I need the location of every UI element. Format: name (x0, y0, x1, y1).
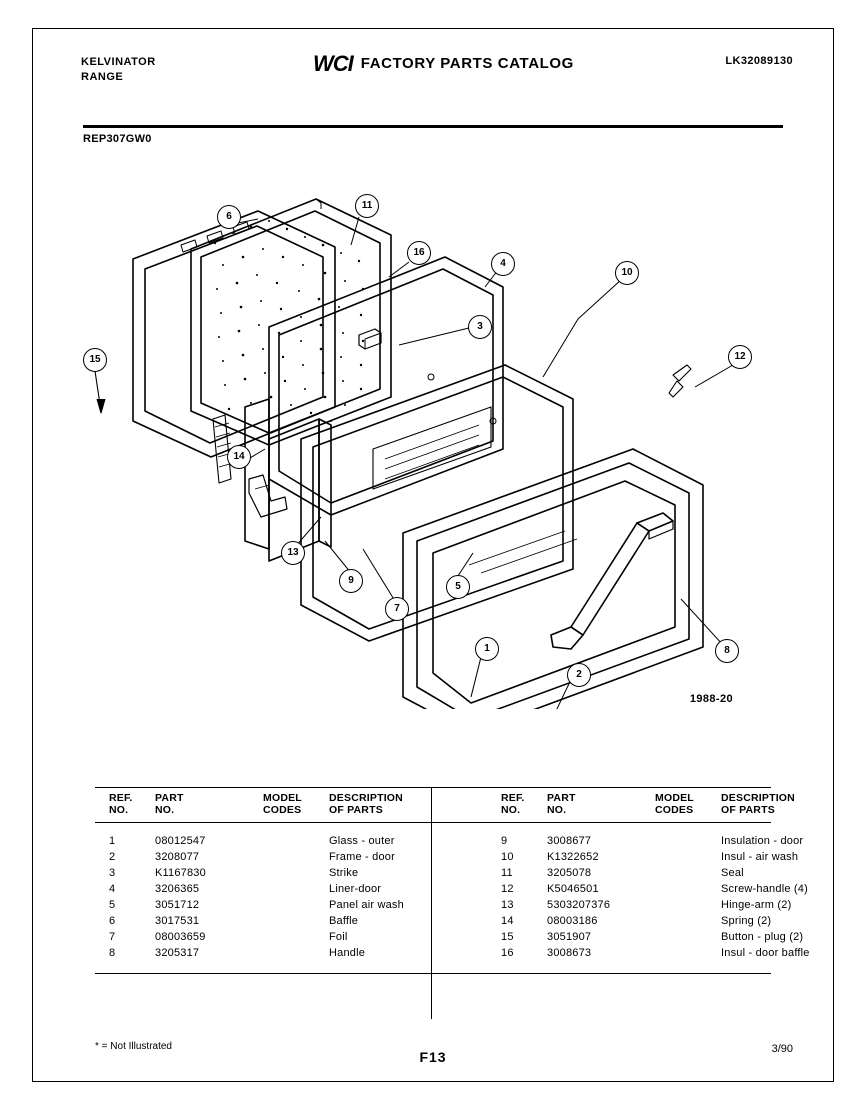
table-row (95, 849, 861, 865)
table-row (95, 913, 861, 929)
parts-table (95, 787, 810, 974)
cell-part: 3008673 (547, 947, 592, 959)
cell-gap (469, 913, 487, 929)
cell-model (655, 849, 721, 865)
table-row (95, 929, 861, 945)
cell-ref: 3 (109, 867, 116, 879)
header-part-right-l2: NO. (547, 804, 567, 816)
cell-part: 3008677 (547, 835, 592, 847)
cell-part: K1167830 (155, 867, 206, 879)
callout-7: 7 (385, 597, 409, 621)
cell-ref: 15 (501, 931, 514, 943)
cell-part: 3205078 (547, 867, 592, 879)
cell-desc: Baffle (329, 915, 359, 927)
header-model-left (263, 788, 329, 818)
cell-part: 3208077 (155, 851, 200, 863)
table-row (95, 881, 861, 897)
cell-part: 5303207376 (547, 899, 611, 911)
cell-desc: Screw-handle (4) (721, 883, 808, 895)
cell-model (263, 881, 329, 897)
header-ref-left-l1: REF. (109, 792, 133, 804)
cell-ref: 2 (109, 851, 116, 863)
header-rule (83, 125, 783, 128)
callout-15: 15 (83, 348, 107, 372)
cell-model (263, 849, 329, 865)
cell-part: 3206365 (155, 883, 200, 895)
cell-ref: 7 (109, 931, 116, 943)
cell-ref: 16 (501, 947, 514, 959)
table-header-rule (95, 822, 771, 823)
cell-part: 3205317 (155, 947, 200, 959)
cell-gap (469, 945, 487, 961)
cell-ref: 9 (501, 835, 508, 847)
cell-model (263, 865, 329, 881)
header-gap (469, 788, 487, 818)
cell-desc: Insul - air wash (721, 851, 799, 863)
cell-gap (469, 865, 487, 881)
header-desc-left-l2: OF PARTS (329, 804, 383, 816)
diagram-svg (73, 149, 793, 709)
cell-model (655, 881, 721, 897)
cell-model (655, 897, 721, 913)
cell-gap (469, 849, 487, 865)
page-label: F13 (419, 1049, 447, 1065)
callout-8: 8 (715, 639, 739, 663)
cell-model (655, 929, 721, 945)
revision-date: 3/90 (771, 1043, 793, 1055)
footnote: * = Not Illustrated (95, 1041, 172, 1052)
header-model-right-l1: MODEL (655, 792, 694, 804)
header-part-right-l1: PART (547, 792, 576, 804)
document-number: LK32089130 (725, 55, 793, 67)
cell-desc: Liner-door (329, 883, 382, 895)
callout-1: 1 (475, 637, 499, 661)
cell-model (263, 929, 329, 945)
header-model-right (655, 788, 721, 818)
cell-gap (469, 881, 487, 897)
callout-6: 6 (217, 205, 241, 229)
cell-gap (469, 897, 487, 913)
table-row (95, 865, 861, 881)
callout-11: 11 (355, 194, 379, 218)
callout-2: 2 (567, 663, 591, 687)
figure-number: 1988-20 (689, 693, 733, 705)
table-bottom-rule (95, 973, 771, 974)
cell-ref: 1 (109, 835, 116, 847)
header-model-left-l2: CODES (263, 804, 302, 816)
header-part-right (547, 788, 655, 818)
cell-part: 3051907 (547, 931, 592, 943)
callout-9: 9 (339, 569, 363, 593)
cell-desc: Spring (2) (721, 915, 772, 927)
cell-model (655, 865, 721, 881)
cell-part: K1322652 (547, 851, 599, 863)
header-ref-left (95, 788, 155, 818)
callout-14: 14 (227, 445, 251, 469)
header-ref-left-l2: NO. (109, 804, 129, 816)
parts-table-head (95, 788, 861, 818)
cell-ref: 13 (501, 899, 514, 911)
header-desc-left-l1: DESCRIPTION (329, 792, 403, 804)
cell-desc: Seal (721, 867, 744, 879)
callout-16: 16 (407, 241, 431, 265)
cell-model (655, 833, 721, 849)
callout-12: 12 (728, 345, 752, 369)
cell-desc: Strike (329, 867, 359, 879)
table-column-divider (431, 787, 432, 1019)
cell-model (263, 945, 329, 961)
brand-name: KELVINATOR (81, 56, 156, 68)
cell-desc: Button - plug (2) (721, 931, 804, 943)
brand-block (81, 55, 156, 85)
table-header-row (95, 788, 861, 818)
wci-logo: WCI (313, 51, 353, 76)
header-ref-right-l2: NO. (501, 804, 521, 816)
cell-part: 3017531 (155, 915, 200, 927)
cell-model (263, 897, 329, 913)
cell-model (655, 913, 721, 929)
header-model-right-l2: CODES (655, 804, 694, 816)
cell-part: 08003659 (155, 931, 206, 943)
exploded-parts-diagram (73, 149, 793, 709)
header-desc-left (329, 788, 469, 818)
cell-ref: 12 (501, 883, 514, 895)
brand-category: RANGE (81, 71, 124, 83)
page-sheet (32, 28, 834, 1082)
callout-4: 4 (491, 252, 515, 276)
callout-5: 5 (446, 575, 470, 599)
insulation-texture (203, 213, 375, 429)
callout-13: 13 (281, 541, 305, 565)
model-code: REP307GW0 (83, 133, 152, 145)
cell-gap (469, 833, 487, 849)
header-desc-right-l2: OF PARTS (721, 804, 775, 816)
header-part-left (155, 788, 263, 818)
header-ref-right (487, 788, 547, 818)
callout-10: 10 (615, 261, 639, 285)
header-ref-right-l1: REF. (501, 792, 525, 804)
cell-model (263, 833, 329, 849)
table-row (95, 897, 861, 913)
cell-gap (469, 929, 487, 945)
header-desc-right-l1: DESCRIPTION (721, 792, 795, 804)
cell-desc: Insulation - door (721, 835, 804, 847)
cell-ref: 14 (501, 915, 514, 927)
cell-ref: 8 (109, 947, 116, 959)
catalog-title (313, 51, 574, 77)
cell-ref: 5 (109, 899, 116, 911)
header-model-left-l1: MODEL (263, 792, 302, 804)
cell-ref: 11 (501, 867, 513, 879)
header-part-left-l1: PART (155, 792, 184, 804)
cell-ref: 10 (501, 851, 514, 863)
cell-part: 3051712 (155, 899, 200, 911)
cell-ref: 4 (109, 883, 116, 895)
table-row (95, 833, 861, 849)
cell-desc: Insul - door baffle (721, 947, 810, 959)
cell-ref: 6 (109, 915, 116, 927)
header-part-left-l2: NO. (155, 804, 175, 816)
parts-table-body (95, 833, 861, 961)
callout-3: 3 (468, 315, 492, 339)
cell-desc: Frame - door (329, 851, 395, 863)
header-desc-right (721, 788, 861, 818)
cell-part: 08012547 (155, 835, 206, 847)
cell-model (655, 945, 721, 961)
cell-desc: Hinge-arm (2) (721, 899, 792, 911)
cell-desc: Panel air wash (329, 899, 404, 911)
cell-desc: Handle (329, 947, 366, 959)
catalog-title-text: FACTORY PARTS CATALOG (360, 55, 574, 72)
cell-part: K5046501 (547, 883, 599, 895)
cell-desc: Foil (329, 931, 348, 943)
cell-desc: Glass - outer (329, 835, 395, 847)
cell-model (263, 913, 329, 929)
table-row (95, 945, 861, 961)
cell-part: 08003186 (547, 915, 598, 927)
